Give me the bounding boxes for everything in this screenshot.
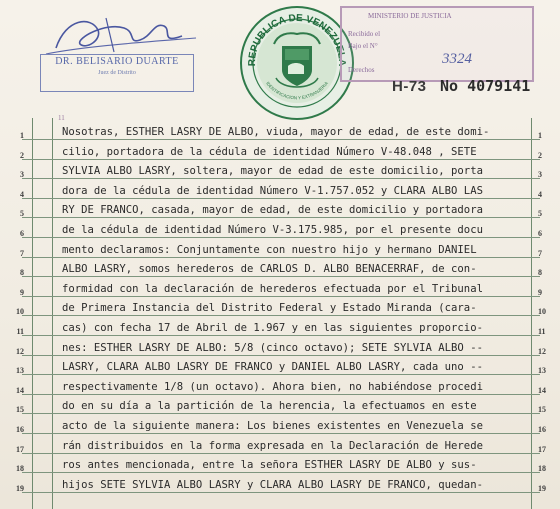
line-number-right: 14 <box>538 385 546 395</box>
line-number-left: 15 <box>16 405 24 415</box>
line-number-right: 6 <box>538 229 542 238</box>
line-number-left: 2 <box>20 150 24 160</box>
line-number-left: 13 <box>16 366 24 376</box>
ruled-line <box>22 159 540 160</box>
line-number-right: 19 <box>538 483 546 493</box>
ruled-line <box>22 217 540 218</box>
stamp-name: DR. BELISARIO DUARTE <box>55 56 179 67</box>
ruled-line <box>22 296 540 297</box>
text-line: do en su día a la partición de la herencia, la efectuamos en este <box>62 400 477 413</box>
text-line: formidad con la declaración de herederos efectuada por el Tribunal <box>62 282 483 295</box>
text-line: RY DE FRANCO, casada, mayor de edad, de este domicilio y portadora <box>62 204 483 217</box>
line-number-right: 17 <box>538 444 546 454</box>
text-line: mento declaramos: Conjuntamente con nuestro hijo y hermano DANIEL <box>62 243 477 256</box>
line-number-right: 3 <box>538 170 542 180</box>
line-number-left: 9 <box>20 287 24 297</box>
text-line: SYLVIA ALBO LASRY, soltera, mayor de edad de este domicilio, porta <box>62 165 483 178</box>
line-number-right: 1 <box>538 131 542 140</box>
inner-margin-rule <box>52 118 53 509</box>
text-line: hijos SETE SYLVIA ALBO LASRY y CLARA ALBO LASRY DE FRANCO, quedan- <box>62 478 483 491</box>
text-line: ros antes mencionada, entre la señora ESTHER LASRY DE ALBO y sus- <box>62 459 477 472</box>
registry-line-4: Derechos <box>348 66 375 74</box>
text-line: cas) con fecha 17 de Abril de 1.967 y en las siguientes proporcio- <box>62 322 483 334</box>
line-number-right: 13 <box>538 366 546 376</box>
ruled-line <box>22 335 540 336</box>
registry-line-3: Bajo el N° <box>348 42 378 50</box>
ruled-line <box>22 394 540 395</box>
seal-text: REPUBLICA DE VENEZUELA <box>246 12 348 67</box>
ruled-line <box>22 139 540 140</box>
text-line: nes: ESTHER LASRY DE ALBO: 5/8 (cinco octavo); SETE SYLVIA ALBO -- <box>62 341 483 354</box>
registry-number: 3324 <box>442 51 472 67</box>
line-number-right: 2 <box>538 150 542 160</box>
line-number-left: 18 <box>16 464 24 474</box>
line-number-left: 11 <box>16 327 24 336</box>
ruled-line <box>22 276 540 277</box>
line-number-right: 5 <box>538 209 542 219</box>
ruled-line <box>22 374 540 375</box>
line-number-left: 17 <box>16 444 24 454</box>
line-number-left: 10 <box>16 307 24 317</box>
text-line: respectivamente 1/8 (un octavo). Ahora bien, no habiéndose procedi <box>62 380 483 393</box>
ruled-line <box>22 198 540 199</box>
line-number-right: 18 <box>538 464 546 474</box>
stamp-subtitle: Juez de Distrito <box>98 70 136 76</box>
left-margin-rule <box>32 118 33 509</box>
text-line: dora de la cédula de identidad Número V-1.757.052 y CLARA ALBO LAS <box>62 184 483 197</box>
line-number-left: 14 <box>16 385 24 395</box>
line-number-right: 15 <box>538 405 546 415</box>
ruled-line <box>22 237 540 238</box>
line-number-right: 7 <box>538 248 542 258</box>
text-line: cilio, portadora de la cédula de identidad Número V-48.048 , SETE <box>62 145 477 158</box>
ruled-line <box>22 433 540 434</box>
line-number-left: 7 <box>20 248 24 258</box>
text-line: de la cédula de identidad Número V-3.175.985, por el presente docu <box>62 224 483 236</box>
seal-motto: IDENTIFICACION Y EXTRANJERIA <box>265 80 329 101</box>
line-number-right: 16 <box>538 425 546 434</box>
text-line: rán distribuidos en la forma expresada en la Declaración de Herede <box>62 439 483 452</box>
line-number-right: 8 <box>538 268 542 278</box>
text-line: de Primera Instancia del Distrito Federal y Estado Miranda (cara- <box>62 302 477 315</box>
ruled-line <box>22 492 540 493</box>
venezuela-seal-icon <box>238 4 356 122</box>
line-number-left: 1 <box>20 131 24 140</box>
line-number-right: 12 <box>538 346 546 356</box>
line-number-right: 11 <box>538 327 546 336</box>
text-line: LASRY, CLARA ALBO LASRY DE FRANCO y DANIEL ALBO LASRY, cada uno -- <box>62 361 483 374</box>
ruled-line <box>22 257 540 258</box>
line-number-left: 3 <box>20 170 24 180</box>
line-number-right: 4 <box>538 189 542 199</box>
line-number-right: 9 <box>538 287 542 297</box>
text-line: ALBO LASRY, somos herederos de CARLOS D. ALBO BENACERRAF, de con- <box>62 263 477 276</box>
registry-line-1: MINISTERIO DE JUSTICIA <box>368 12 452 20</box>
margin-mark: 11 <box>58 114 65 122</box>
text-line: acto de la siguiente manera: Los bienes existentes en Venezuela se <box>62 420 483 432</box>
line-number-left: 6 <box>20 229 24 238</box>
ruled-line <box>22 472 540 473</box>
ruled-line <box>22 355 540 356</box>
line-number-left: 8 <box>20 268 24 278</box>
document-serial-number: No 4079141 <box>440 77 531 95</box>
ruled-line <box>22 453 540 454</box>
line-number-left: 12 <box>16 346 24 356</box>
text-line: Nosotras, ESTHER LASRY DE ALBO, viuda, mayor de edad, de este domi- <box>62 126 490 138</box>
line-number-left: 16 <box>16 425 24 434</box>
line-number-left: 4 <box>20 189 24 199</box>
signature-stamp <box>36 8 206 100</box>
document-series: H-73 <box>392 78 427 95</box>
line-number-left: 5 <box>20 209 24 219</box>
line-number-left: 19 <box>16 483 24 493</box>
right-margin-rule <box>531 118 532 509</box>
ruled-line <box>22 413 540 414</box>
ruled-line <box>22 178 540 179</box>
line-number-right: 10 <box>538 307 546 317</box>
ruled-line <box>22 315 540 316</box>
registry-line-2: Recibido el <box>348 30 381 38</box>
registry-stamp <box>340 6 534 82</box>
